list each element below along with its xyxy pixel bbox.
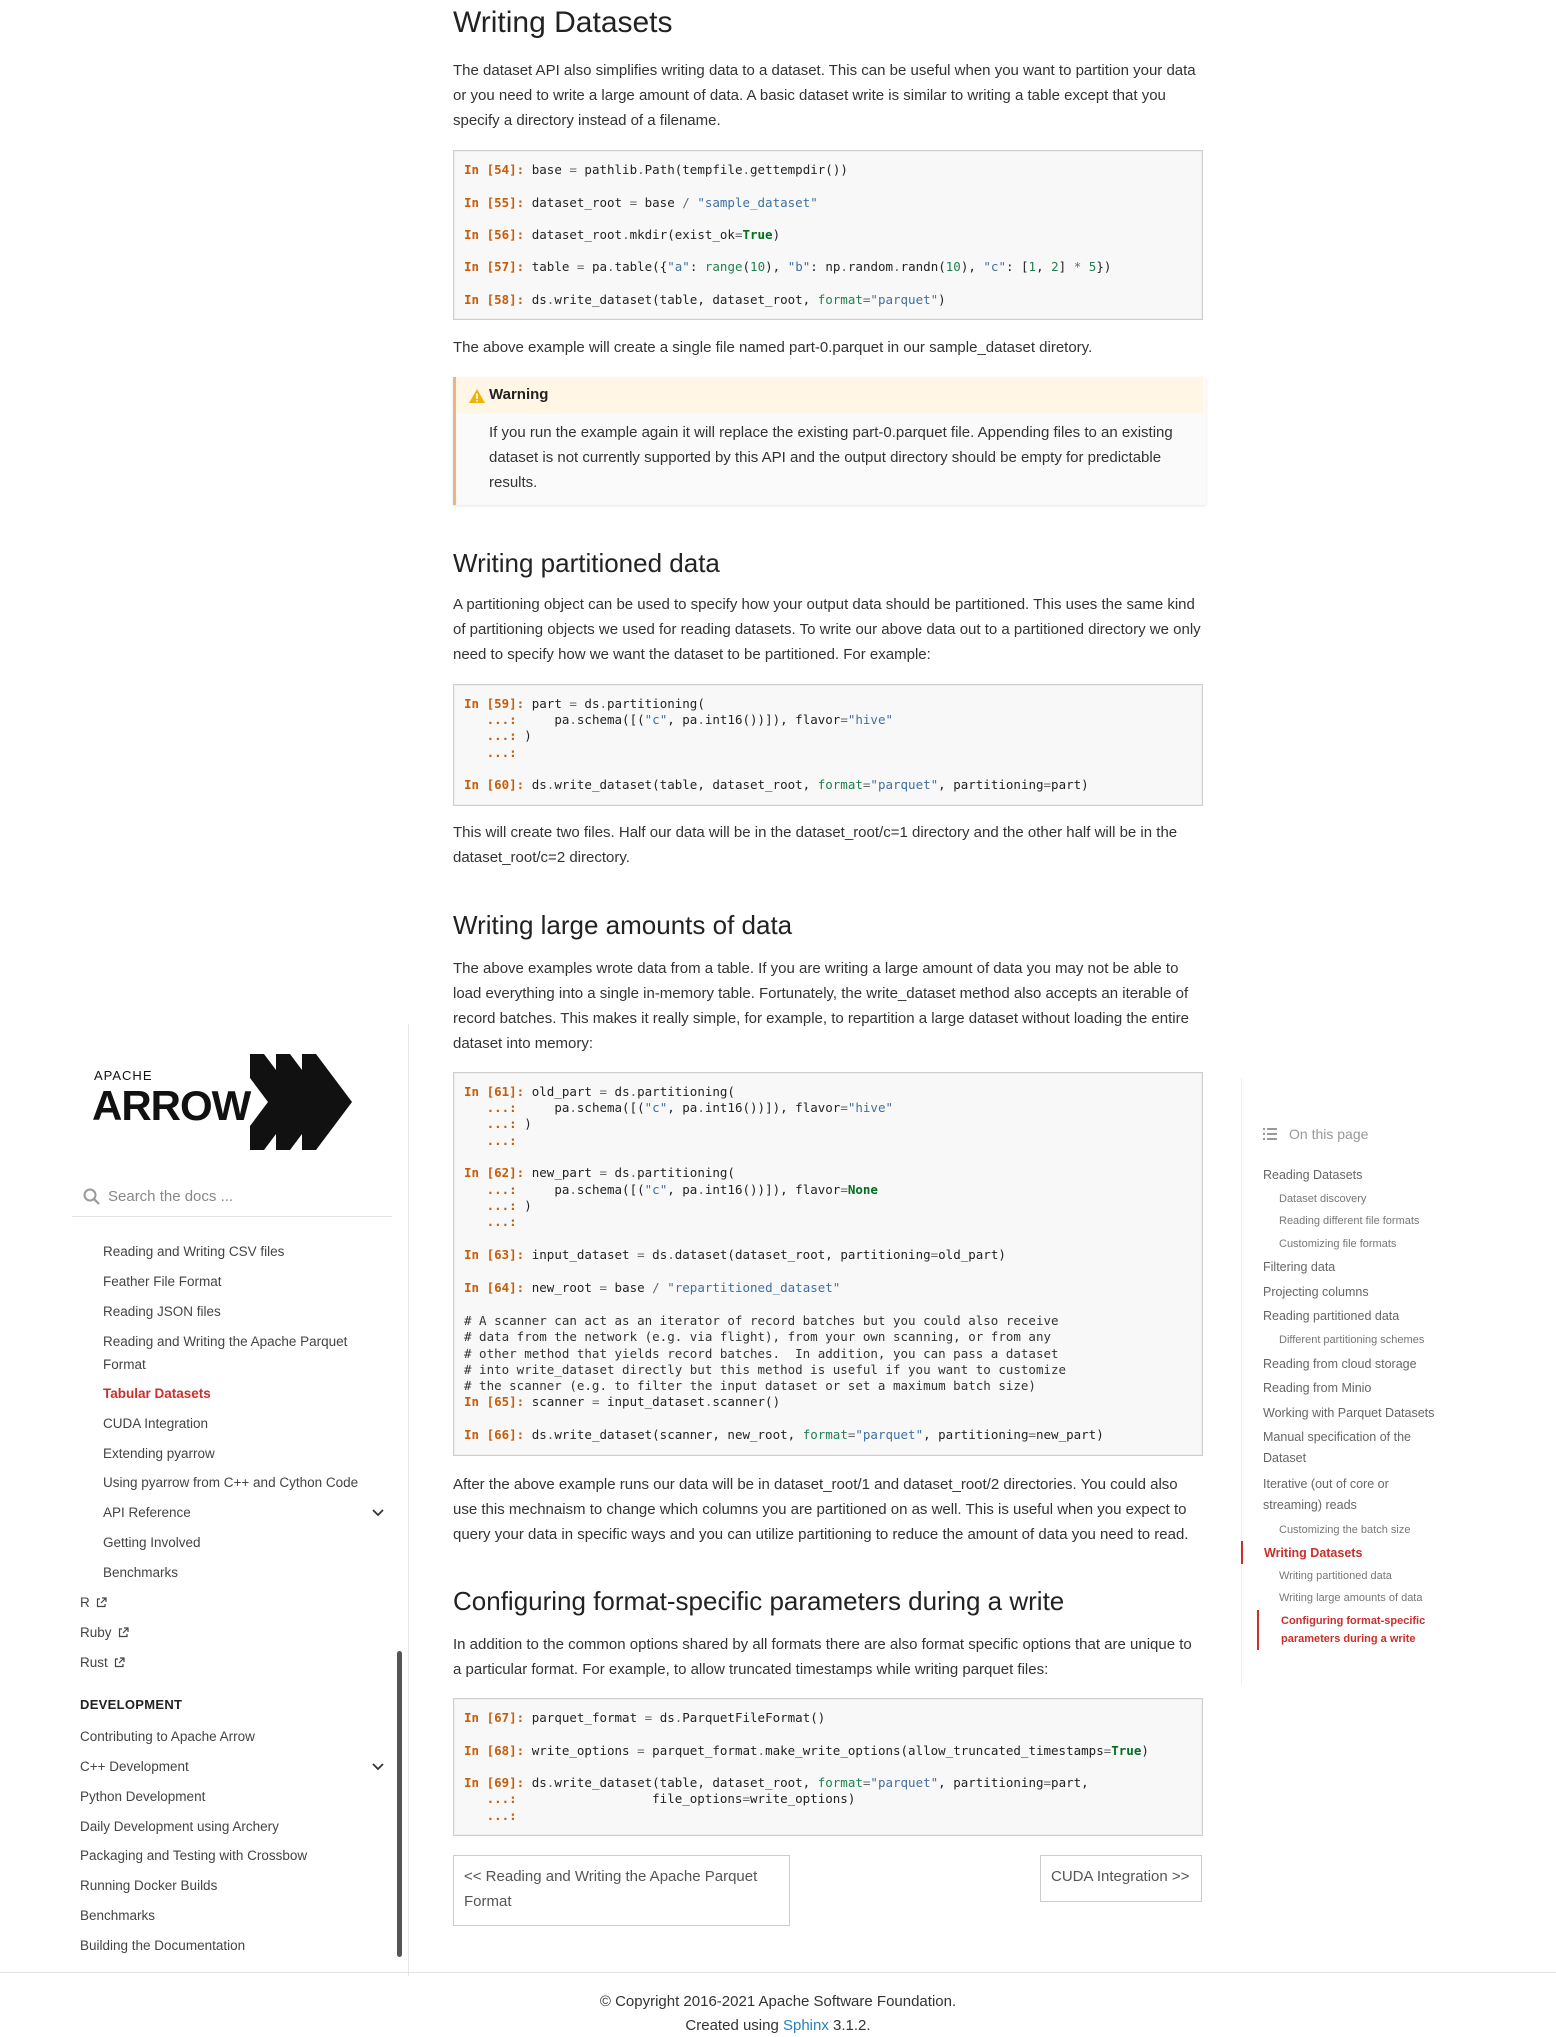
link-label: R [80,1595,90,1610]
sphinx-link[interactable]: Sphinx [782,2017,829,2034]
after-basic-paragraph: The above example will create a single file named part-0.parquet in our sample_dataset diretory. [453,339,1093,356]
sidebar-item-cuda[interactable]: CUDA Integration [103,1416,209,1431]
list-icon [1263,1128,1277,1141]
chevron-down-icon[interactable] [372,1509,384,1517]
toc-item-projecting[interactable]: Projecting columns [1263,1285,1369,1299]
sidebar-item-contributing[interactable]: Contributing to Apache Arrow [80,1729,255,1744]
toc-item-writing-large[interactable]: Writing large amounts of data [1279,1592,1423,1604]
sidebar-item-building-docs[interactable]: Building the Documentation [80,1938,246,1953]
intro-paragraph: The dataset API also simplifies writing data to a dataset. This can be useful when you want to partition your data or you need to write a large amount of data. A basic dataset write is similar to writing a table except that you specify a directory instead of a filename. [453,62,1196,129]
toc-item-configuring-format[interactable]: Configuring format-specific [1281,1615,1426,1627]
footer-copyright: © Copyright 2016-2021 Apache Software Foundation. [599,1993,957,2010]
external-link-icon [118,1627,129,1638]
sidebar-scrollbar[interactable] [397,1651,402,1957]
logo-apache-text: APACHE [94,1068,153,1083]
heading-large-data: Writing large amounts of data [453,910,793,940]
toc-item-dataset-discovery[interactable]: Dataset discovery [1279,1193,1367,1205]
after-partitioned-paragraph: This will create two files. Half our data will be in the dataset_root/c=1 directory and the other half will be in the dataset_root/c=2 directory. [453,824,1178,866]
sidebar-item-csv[interactable]: Reading and Writing CSV files [103,1244,285,1259]
search-box[interactable] [72,1178,392,1217]
toc-item-filtering[interactable]: Filtering data [1263,1260,1336,1274]
toc-item-iterative[interactable]: Iterative (out of core or [1263,1477,1389,1491]
page-title: Writing Datasets [453,6,673,39]
sidebar-item-json[interactable]: Reading JSON files [103,1304,221,1319]
chevron-down-icon[interactable] [372,1763,384,1771]
search-input[interactable]: Search the docs ... [108,1188,234,1205]
footer-created-using [0,2017,1556,2034]
sidebar-section-development: DEVELOPMENT [80,1697,183,1712]
sidebar-item-archery[interactable]: Daily Development using Archery [80,1819,279,1834]
sidebar-item-docker[interactable]: Running Docker Builds [80,1878,218,1893]
logo-arrow-text: ARROW [92,1082,251,1129]
toc-item-parquet-datasets[interactable]: Working with Parquet Datasets [1263,1406,1435,1420]
sidebar-link-rust[interactable] [80,1655,125,1670]
code-block-partitioned: In [59]: part = ds.partitioning( ...: pa.schema([("c", pa.int16())]), flavor="hive" ...: ) ...: In [60]: ds.write_dataset(table, dataset_root, format="parquet", partitioning=part) [453,684,1203,806]
sidebar-item-python-development[interactable]: Python Development [80,1789,206,1804]
toc-item-reading-partitioned[interactable]: Reading partitioned data [1263,1309,1400,1323]
search-icon [82,1187,102,1207]
toc-item-cloud-storage[interactable]: Reading from cloud storage [1263,1357,1417,1371]
footer-version: 3.1.2. [828,2017,871,2034]
toc-item-reading-datasets[interactable]: Reading Datasets [1263,1168,1363,1182]
toc-item-writing-partitioned[interactable]: Writing partitioned data [1279,1570,1392,1582]
link-label: Ruby [80,1625,112,1640]
external-link-icon [96,1597,107,1608]
toc-active-sub-indicator [1257,1610,1259,1650]
sidebar-item-tabular-datasets[interactable]: Tabular Datasets [103,1386,211,1401]
partitioned-paragraph: A partitioning object can be used to specify how your output data should be partitioned. This uses the same kind of partitioning objects we used for reading datasets. To write our above data out to a partitioned directory we only need to specify how we want the dataset to be partitioned. For example: [453,596,1201,663]
sidebar-item-parquet[interactable]: Reading and Writing the Apache Parquet [103,1334,348,1349]
code-block-large-data: In [61]: old_part = ds.partitioning( ...: pa.schema([("c", pa.int16())]), flavor="hive" ...: ) ...: In [62]: new_part = ds.partitioning( ...: pa.schema([("c", pa.int16())]), flavor=None ...: ) ...: In [63]: input_dataset = ds.dataset(dataset_root, partitioning=old_part) In [64]: new_root = base / "repartitioned_dataset" # A scanner can act as an iterator of record batches but you could also receive # data from the network (e.g. via flight), from your own scanning, or from any # other method that yields record batches. In addition, you can pass a dataset # into write_dataset directly but this method is useful if you want to customize # the scanner (e.g. to filter the input dataset or set a maximum batch size) In [65]: scanner = input_dataset.scanner() In [66]: ds.write_dataset(scanner, new_root, format="parquet", partitioning=new_part) [453,1072,1203,1456]
sidebar-item-crossbow[interactable]: Packaging and Testing with Crossbow [80,1848,308,1863]
after-large-data-paragraph: After the above example runs our data will be in dataset_root/1 and dataset_root/2 directories. You could also use this mechnaism to change which columns you are partitioned on as well. This is useful when you expect to query your data in specific ways and you can utilize partitioning to reduce the amount of data you need to read. [453,1476,1189,1543]
large-data-paragraph: The above examples wrote data from a table. If you are writing a large amount of data you may not be able to load everything into a single in-memory table. Fortunately, the write_dataset method also accepts an iterable of record batches. This makes it really simple, for example, to repartition a large dataset without loading the entire dataset into memory: [453,960,1189,1052]
prev-page-button[interactable]: << Reading and Writing the Apache Parquet Format [453,1855,790,1926]
code-block-basic-write: In [54]: base = pathlib.Path(tempfile.gettempdir()) In [55]: dataset_root = base / "sample_dataset" In [56]: dataset_root.mkdir(exist_ok=True) In [57]: table = pa.table({"a": range(10), "b": np.random.randn(10), "c": [1, 2] * 5}) In [58]: ds.write_dataset(table, dataset_root, format="parquet") [453,150,1203,320]
sidebar-item-api-reference[interactable]: API Reference [103,1505,191,1520]
toc-item-manual-spec-line2[interactable]: Dataset [1263,1451,1307,1465]
sidebar-item-extending[interactable]: Extending pyarrow [103,1446,215,1461]
heading-partitioned: Writing partitioned data [453,548,720,578]
apache-arrow-logo[interactable] [92,1054,364,1150]
sidebar-link-r[interactable] [80,1595,107,1610]
warning-icon [468,388,486,404]
link-label: Rust [80,1655,108,1670]
toc-active-indicator [1241,1541,1243,1564]
heading-format-params: Configuring format-specific parameters during a write [453,1586,1065,1616]
code-block-format-params: In [67]: parquet_format = ds.ParquetFileFormat() In [68]: write_options = parquet_format.make_write_options(allow_truncated_timestamps=True) In [69]: ds.write_dataset(table, dataset_root, format="parquet", partitioning=part, ...: file_options=write_options) ...: [453,1698,1203,1836]
toc-item-writing-datasets[interactable]: Writing Datasets [1264,1546,1363,1560]
external-link-icon [114,1657,125,1668]
toc-heading: On this page [1289,1126,1369,1142]
toc-item-iterative-line2[interactable]: streaming) reads [1263,1498,1357,1512]
warning-body: If you run the example again it will replace the existing part-0.parquet file. Appending files to an existing dataset is not currently supported by this API and the output directory should be empty for predictable results. [489,424,1173,491]
toc-item-manual-spec[interactable]: Manual specification of the [1263,1430,1412,1444]
warning-header [456,377,1203,414]
footer [0,1972,1556,2037]
sidebar-item-feather[interactable]: Feather File Format [103,1274,222,1289]
warning-admonition [453,377,1206,505]
sidebar-item-parquet-line2[interactable]: Format [103,1357,146,1372]
toc-item-minio[interactable]: Reading from Minio [1263,1381,1372,1395]
sidebar-item-getting-involved[interactable]: Getting Involved [103,1535,201,1550]
toc-item-configuring-format-line2[interactable]: parameters during a write [1281,1633,1416,1645]
toc-item-partitioning-schemes[interactable]: Different partitioning schemes [1279,1334,1425,1346]
toc-item-file-formats[interactable]: Reading different file formats [1279,1215,1420,1227]
footer-created-prefix: Created using [685,2017,783,2034]
toc-item-batch-size[interactable]: Customizing the batch size [1279,1524,1411,1536]
sidebar-link-ruby[interactable] [80,1625,129,1640]
next-page-button[interactable]: CUDA Integration >> [1040,1855,1202,1902]
sidebar-item-cpp-development[interactable]: C++ Development [80,1759,189,1774]
warning-title: Warning [489,386,549,403]
logo-chevrons-icon [250,1054,362,1150]
format-params-paragraph: In addition to the common options shared by all formats there are also format specific options that are unique to a particular format. For example, to allow truncated timestamps while writing parquet files: [453,1636,1192,1678]
toc-item-customizing-formats[interactable]: Customizing file formats [1279,1238,1397,1250]
sidebar-item-dev-benchmarks[interactable]: Benchmarks [80,1908,156,1923]
sidebar-item-benchmarks[interactable]: Benchmarks [103,1565,179,1580]
sidebar-item-cpp-cython[interactable]: Using pyarrow from C++ and Cython Code [103,1475,359,1490]
